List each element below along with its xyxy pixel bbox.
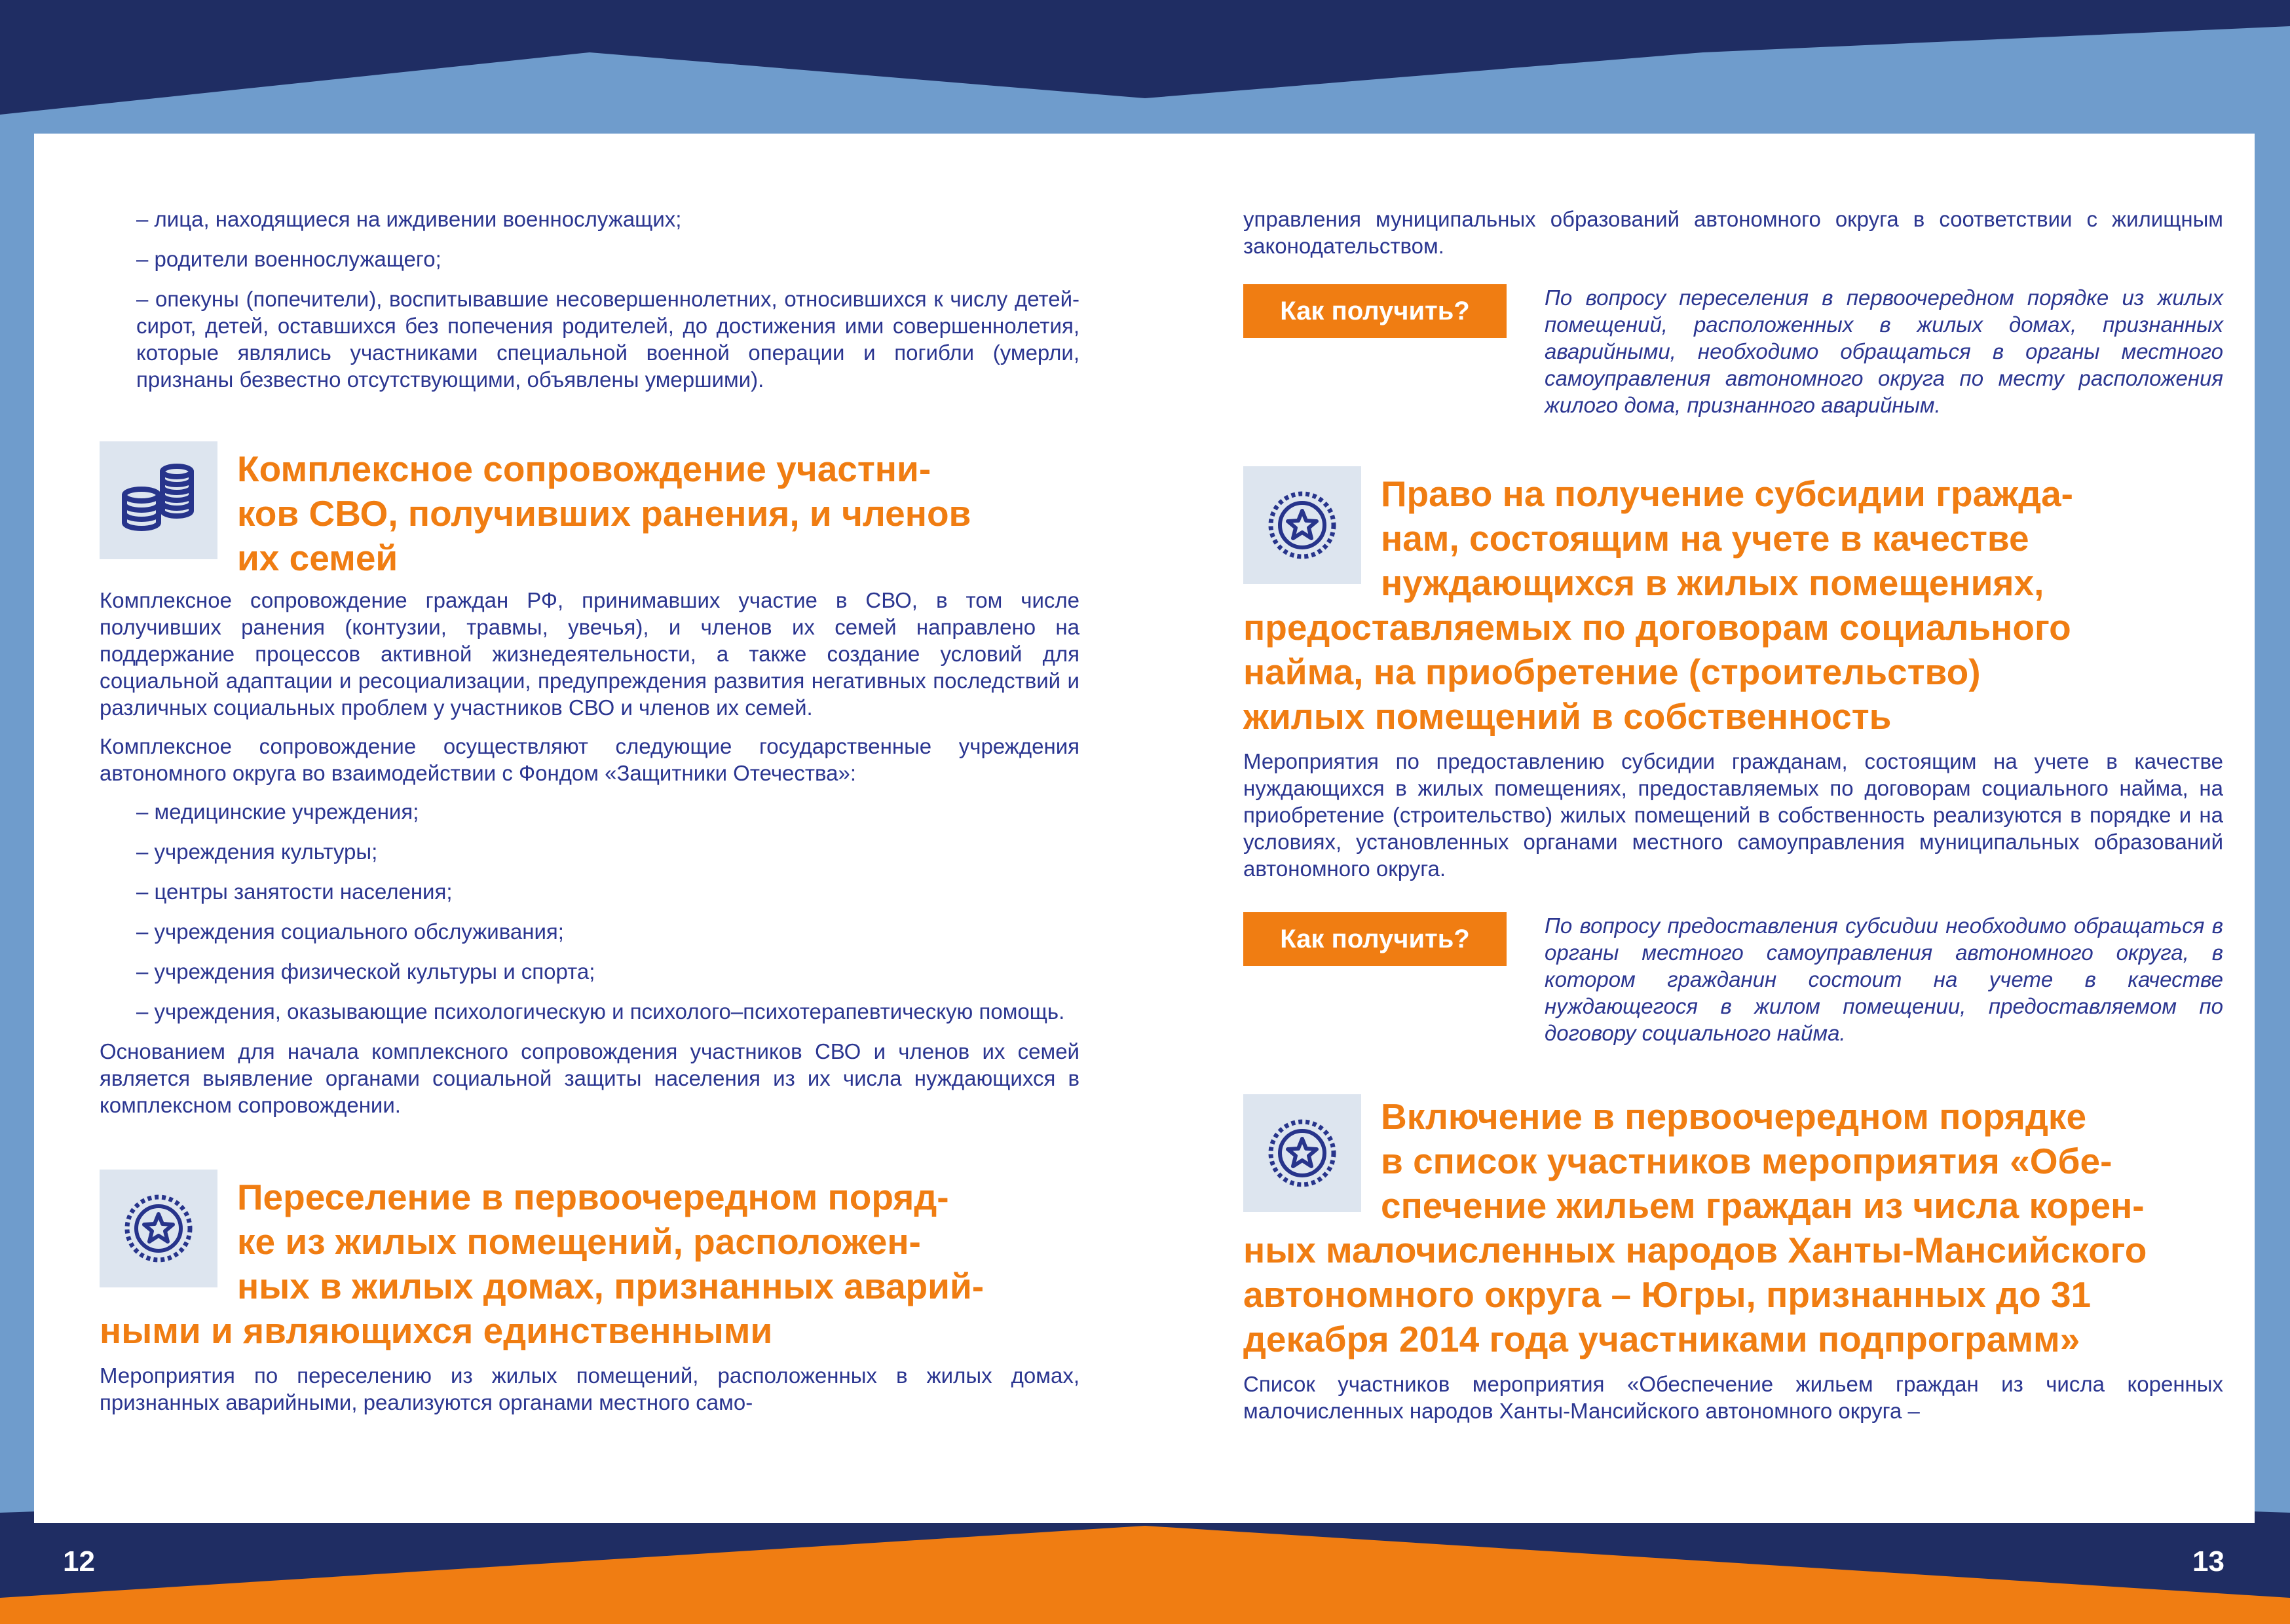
star-medal-icon xyxy=(100,1170,217,1287)
section-title xyxy=(1243,1094,2223,1361)
intro-item: – опекуны (попечители), воспитывавшие несовершеннолетних, относившихся к числу детей-сирот, детей, оставшихся без попечения родителей, до достижения ими совершеннолетия, которые являлись участниками специальной военной операции и погибли (умерли, признаны безвестно отсутствующими, объявлены умершими). xyxy=(136,287,1079,392)
title-line: спечение жильем граждан из числа корен- xyxy=(1381,1185,2145,1226)
section-title xyxy=(100,1170,1079,1353)
list-item: – учреждения социального обслуживания; xyxy=(136,919,564,944)
paragraph: Комплексное сопровождение граждан РФ, принимавших участие в СВО, в том числе получивших ранения (контузии, травмы, увечья), и членов их семей направлено на поддержание процессов активной жизнедеятельности, а также создание условий для социальной адаптации и ресоциализации, предупреждения развития негативных последствий и различных социальных проблем у участников СВО и членов их семей. xyxy=(100,588,1079,720)
list-item: – учреждения культуры; xyxy=(136,840,378,864)
title-line: ков СВО, получивших ранения, и членов xyxy=(237,493,971,534)
page-number-left: 12 xyxy=(63,1545,95,1578)
title-line: их семей xyxy=(237,538,398,578)
page-number-right: 13 xyxy=(2192,1545,2224,1578)
title-line: нуждающихся в жилых помещениях, xyxy=(1381,563,2044,603)
how-to-get-button[interactable]: Как получить? xyxy=(1243,284,1507,338)
paragraph: Основанием для начала комплексного сопровождения участников СВО и членов их семей является выявление органами социальной защиты населения из их числа нуждающихся в комплексном сопровождении. xyxy=(100,1039,1079,1117)
title-line: предоставляемых по договорам социального xyxy=(1243,607,2071,648)
how-to-get-text: По вопросу переселения в первоочередном порядке из жилых помещений, расположенных в жилых домах, признанных аварийными, необходимо обращаться в органы местного самоуправления автономного округа по месту расположения жилого дома, признанного аварийным. xyxy=(1545,286,2223,417)
title-line: Комплексное сопровождение участни- xyxy=(237,449,931,489)
list-item: – медицинские учреждения; xyxy=(136,800,419,824)
how-to-get-text: По вопросу предоставления субсидии необходимо обращаться в органы местного самоуправления автономного округа, в котором гражданин состоит на учете в качестве нуждающегося в жилом помещении, предоставляемом по договору социального найма. xyxy=(1545,913,2223,1045)
left-page xyxy=(100,134,1079,1428)
title-line: нам, состоящим на учете в качестве xyxy=(1381,518,2029,559)
paragraph: Мероприятия по переселению из жилых помещений, расположенных в жилых домах, признанных аварийными, реализуются органами местного само- xyxy=(100,1363,1079,1414)
section-subsidy xyxy=(1243,466,2223,739)
intro-list xyxy=(100,206,1079,393)
paragraph: Список участников мероприятия «Обеспечение жильем граждан из числа коренных малочисленных народов Ханты-Мансийского автономного округа – xyxy=(1243,1372,2223,1423)
title-line: Право на получение субсидии гражда- xyxy=(1381,473,2073,514)
section-indigenous-housing xyxy=(1243,1094,2223,1361)
title-line: в список участников мероприятия «Обе- xyxy=(1381,1141,2112,1181)
section-title xyxy=(100,441,1079,580)
how-to-get-block xyxy=(1243,284,2223,418)
intro-item: – лица, находящиеся на иждивении военнослужащих; xyxy=(136,207,682,231)
right-page xyxy=(1243,134,2223,1436)
paragraph: Комплексное сопровождение осуществляют следующие государственные учреждения автономного округа во взаимодействии с Фондом «Защитники Отечества»: xyxy=(100,734,1079,785)
title-line: ке из жилых помещений, расположен- xyxy=(237,1221,921,1262)
institutions-list xyxy=(100,798,1079,1025)
list-item: – учреждения, оказывающие психологическую и психолого–психотерапевтическую помощь. xyxy=(136,999,1065,1024)
section-complex-support xyxy=(100,441,1079,580)
title-line: декабря 2014 года участниками подпрограмм» xyxy=(1243,1319,2080,1359)
list-item: – учреждения физической культуры и спорта; xyxy=(136,959,595,984)
paragraph: Мероприятия по предоставлению субсидии гражданам, состоящим на учете в качестве нуждающихся в жилых помещениях, предоставляемых по договорам социального найма, на приобретение (строительство) жилых помещений в собственность реализуются в порядке и на условиях, установленных органами местного самоуправления муниципальных образований автономного округа. xyxy=(1243,749,2223,881)
title-line: ными и являющихся единственными xyxy=(100,1310,773,1351)
list-item: – центры занятости населения; xyxy=(136,879,453,904)
star-medal-icon xyxy=(1243,466,1361,584)
spread-paper xyxy=(34,134,2255,1523)
title-line: ных малочисленных народов Ханты-Мансийского xyxy=(1243,1230,2147,1270)
paragraph: управления муниципальных образований автономного округа в соответствии с жилищным законодательством. xyxy=(1243,207,2223,258)
star-medal-icon xyxy=(1243,1094,1361,1212)
how-to-get-block xyxy=(1243,912,2223,1046)
section-title xyxy=(1243,466,2223,739)
title-line: ных в жилых домах, признанных аварий- xyxy=(237,1266,985,1306)
title-line: найма, на приобретение (строительство) xyxy=(1243,652,1981,692)
title-line: автономного округа – Югры, признанных до 31 xyxy=(1243,1274,2092,1315)
title-line: жилых помещений в собственность xyxy=(1243,696,1892,737)
coins-icon xyxy=(100,441,217,559)
title-line: Переселение в первоочередном поряд- xyxy=(237,1177,949,1217)
section-resettlement xyxy=(100,1170,1079,1353)
intro-item: – родители военнослужащего; xyxy=(136,247,441,271)
title-line: Включение в первоочередном порядке xyxy=(1381,1096,2087,1137)
how-to-get-button[interactable]: Как получить? xyxy=(1243,912,1507,966)
